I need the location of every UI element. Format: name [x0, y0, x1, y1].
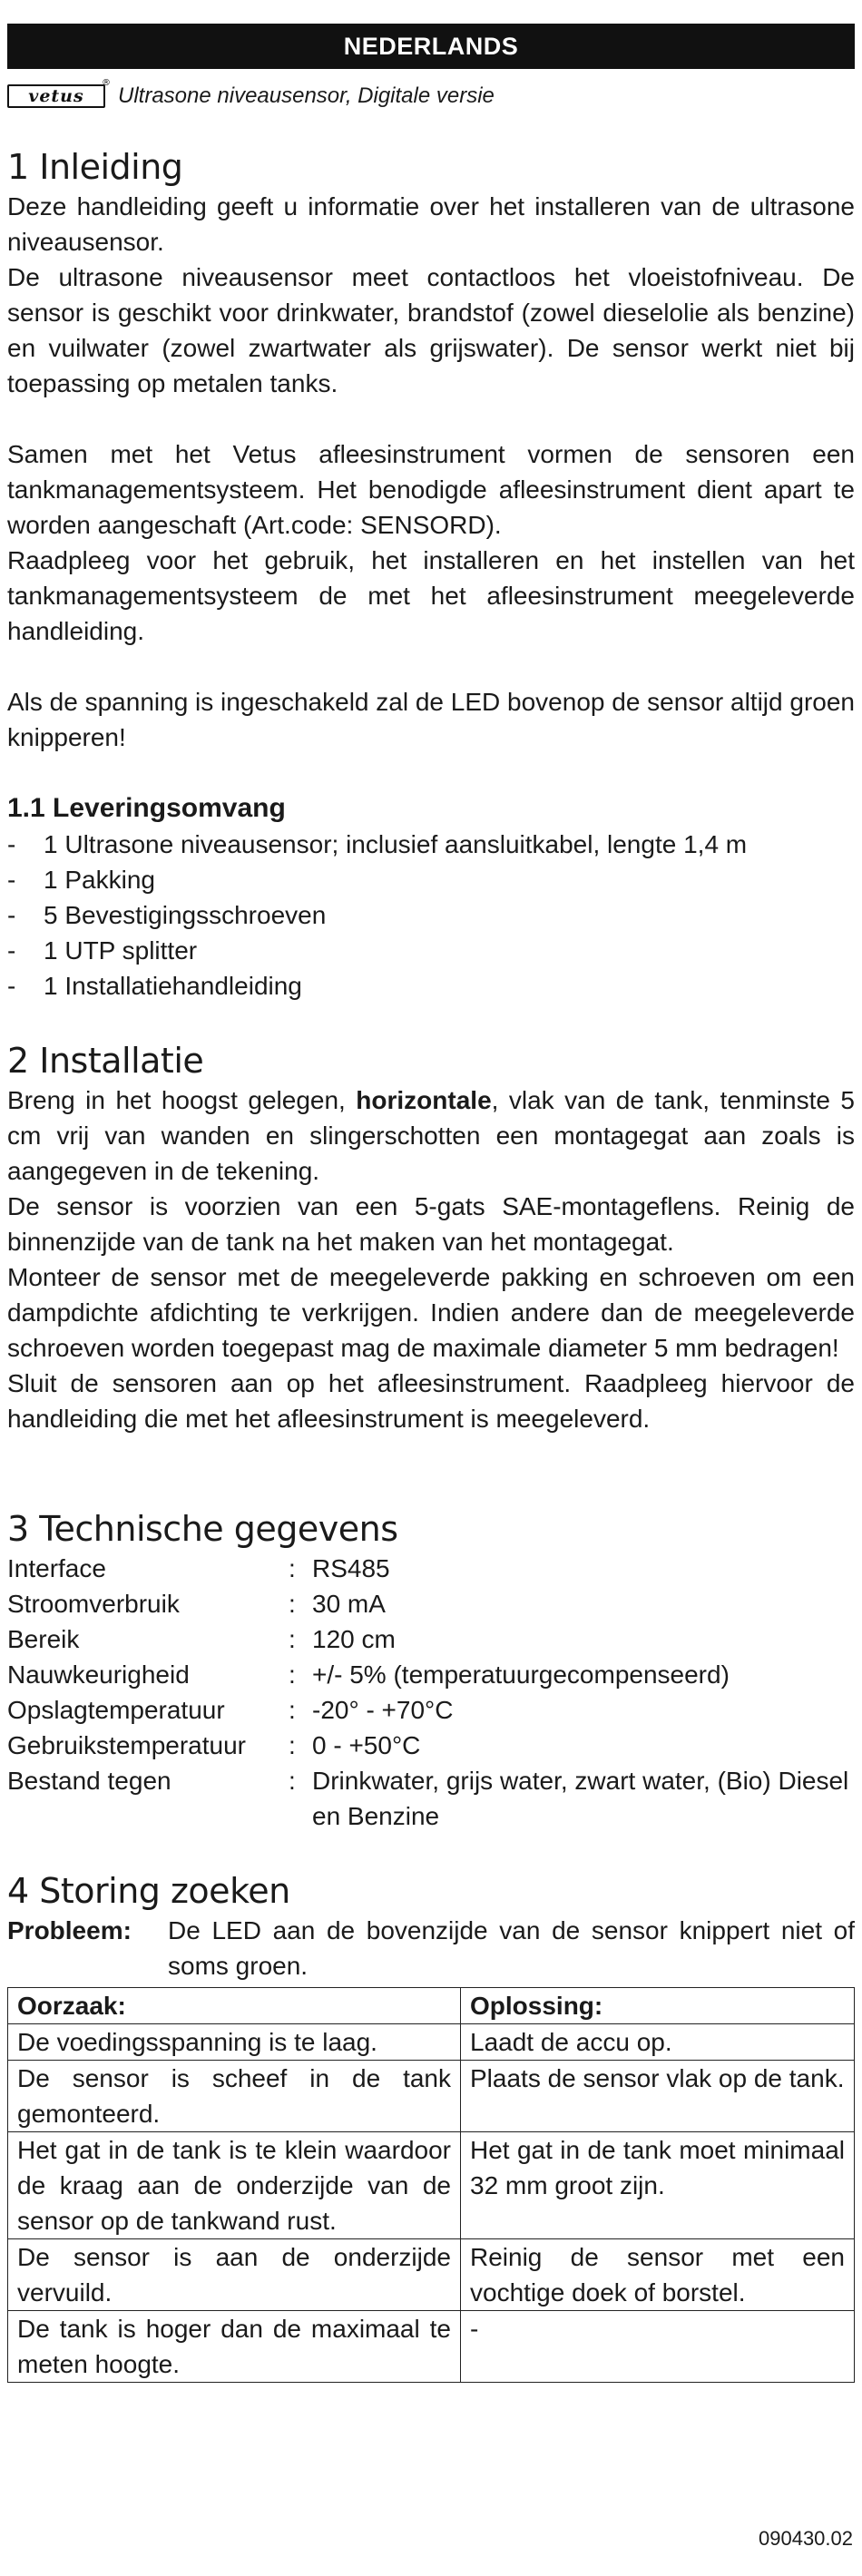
- document-code: 090430.02: [759, 2527, 853, 2550]
- delivery-list: [7, 827, 855, 1004]
- column-header-solution: Oplossing:: [461, 1988, 855, 2024]
- list-item: - 1 Ultrasone niveausensor; inclusief aansluitkabel, lengte 1,4 m: [7, 830, 748, 858]
- table-row: [8, 2311, 855, 2383]
- column-header-cause: Oorzaak:: [8, 1988, 461, 2024]
- troubleshooting-table: [7, 1987, 855, 2383]
- solution-cell: Reinig de sensor met een vochtige doek of borstel.: [461, 2239, 855, 2311]
- section-2-paragraph-3: Monteer de sensor met de meegeleverde pakking en schroeven om een dampdichte afdichting te verkrijgen. Indien andere dan de meegeleverde schroeven worden toegepast mag de maximale diameter 5 mm bedragen!: [7, 1263, 855, 1362]
- section-2-paragraph-4: Sluit de sensoren aan op het afleesinstrument. Raadpleeg hiervoor de handleiding die met het afleesinstrument is meegeleverd.: [7, 1369, 855, 1433]
- list-item: - 5 Bevestigingsschroeven: [7, 901, 327, 929]
- problem-label: Probleem:: [7, 1916, 132, 1944]
- spec-row: Bereik : 120 cm: [7, 1625, 396, 1653]
- section-3-title: 3 Technische gegevens: [7, 1509, 398, 1549]
- section-1-paragraph-4: Raadpleeg voor het gebruik, het installeren en het instellen van het tankmanagementsysteem de met het afleesinstrument meegeleverde handleiding.: [7, 546, 855, 645]
- table-row: [8, 2024, 855, 2061]
- section-2-title: 2 Installatie: [7, 1041, 204, 1081]
- list-item: - 1 Installatiehandleiding: [7, 972, 302, 1000]
- language-label: NEDERLANDS: [343, 32, 519, 60]
- cause-cell: De tank is hoger dan de maximaal te meten hoogte.: [8, 2311, 461, 2383]
- spec-row: Opslagtemperatuur : -20° - +70°C: [7, 1696, 454, 1724]
- table-row: [8, 2239, 855, 2311]
- section-1-title: 1 Inleiding: [7, 147, 183, 187]
- emphasis-horizontal: horizontale: [356, 1086, 492, 1114]
- solution-cell: Plaats de sensor vlak op de tank.: [461, 2061, 855, 2132]
- solution-cell: Het gat in de tank moet minimaal 32 mm groot zijn.: [461, 2132, 855, 2239]
- solution-cell: -: [461, 2311, 855, 2383]
- vetus-logo: [7, 78, 112, 108]
- section-1-paragraph-1: Deze handleiding geeft u informatie over het installeren van de ultrasone niveausensor.: [7, 192, 855, 256]
- list-item: - 1 Pakking: [7, 866, 155, 894]
- cause-cell: De voedingsspanning is te laag.: [8, 2024, 461, 2061]
- solution-cell: Laadt de accu op.: [461, 2024, 855, 2061]
- spec-row: Stroomverbruik : 30 mA: [7, 1590, 386, 1618]
- spec-row: Interface : RS485: [7, 1554, 390, 1582]
- language-bar: [7, 24, 855, 69]
- list-item: - 1 UTP splitter: [7, 936, 198, 965]
- section-1-1-title: 1.1 Leveringsomvang: [7, 793, 286, 823]
- section-1-paragraph-2: De ultrasone niveausensor meet contactloos het vloeistofniveau. De sensor is geschikt voor drinkwater, brandstof (zowel dieselolie als benzine) en vuilwater (zowel zwartwater als grijswater). De sensor werkt niet bij toepassing op metalen tanks.: [7, 263, 855, 397]
- table-row: [8, 2061, 855, 2132]
- document-subtitle: Ultrasone niveausensor, Digitale versie: [118, 83, 495, 108]
- cause-cell: De sensor is aan de onderzijde vervuild.: [8, 2239, 461, 2311]
- spec-list: [7, 1551, 855, 1834]
- problem-statement: [7, 1913, 855, 1983]
- section-1-paragraph-5: Als de spanning is ingeschakeld zal de LED bovenop de sensor altijd groen knipperen!: [7, 688, 855, 751]
- section-2-paragraph-1: Breng in het hoogst gelegen, horizontale, vlak van de tank, tenminste 5 cm vrij van wanden en slingerschotten een montagegat aan zoals is aangegeven in de tekening.: [7, 1086, 855, 1185]
- registered-mark: ®: [102, 78, 112, 88]
- logo-text: vetus: [28, 86, 84, 106]
- section-2-paragraph-2: De sensor is voorzien van een 5-gats SAE-montageflens. Reinig de binnenzijde van de tank na het maken van het montagegat.: [7, 1192, 855, 1256]
- cause-cell: Het gat in de tank is te klein waardoor de kraag aan de onderzijde van de sensor op de tankwand rust.: [8, 2132, 461, 2239]
- document-header: [7, 78, 495, 114]
- table-row: [8, 2132, 855, 2239]
- spec-row: Bestand tegen : Drinkwater, grijs water, zwart water, (Bio) Diesel en Benzine: [7, 1767, 849, 1830]
- section-1-paragraph-3: Samen met het Vetus afleesinstrument vormen de sensoren een tankmanagementsysteem. Het benodigde afleesinstrument dient apart te worden aangeschaft (Art.code: SENSORD).: [7, 440, 855, 539]
- document-body: [7, 145, 855, 2383]
- spec-row: Nauwkeurigheid : +/- 5% (temperatuurgecompenseerd): [7, 1660, 730, 1689]
- spec-row: Gebruikstemperatuur : 0 - +50°C: [7, 1731, 421, 1759]
- cause-cell: De sensor is scheef in de tank gemonteerd.: [8, 2061, 461, 2132]
- section-4-title: 4 Storing zoeken: [7, 1871, 290, 1911]
- table-header-row: [8, 1988, 855, 2024]
- problem-text: De LED aan de bovenzijde van de sensor knippert niet of soms groen.: [168, 1916, 855, 1980]
